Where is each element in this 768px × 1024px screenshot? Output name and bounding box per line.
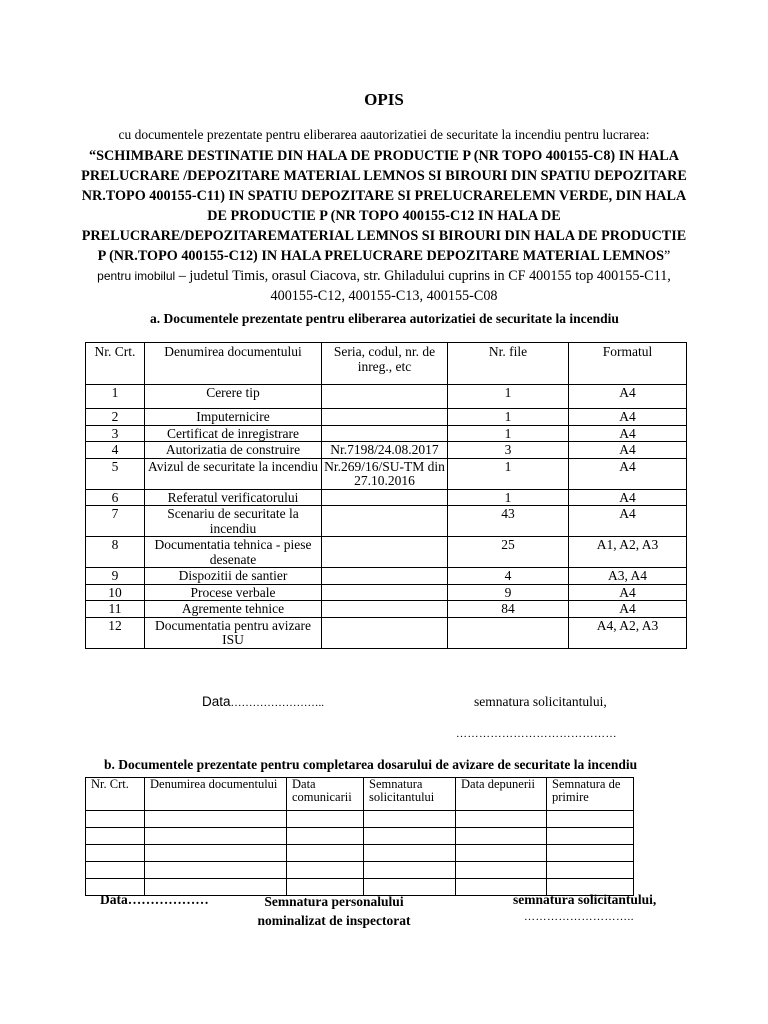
empty-cell[interactable]: [456, 811, 547, 828]
header-series: Seria, codul, nr. de inreg., etc: [322, 343, 448, 385]
applicant-signature-line: ……………………………………: [456, 728, 617, 740]
cell-format: A4: [569, 409, 687, 426]
cell-document-name: Cerere tip: [145, 385, 322, 409]
cell-format: A4: [569, 506, 687, 537]
cell-nr-crt: 3: [86, 425, 145, 442]
table-row: [86, 845, 634, 862]
table-row: [86, 425, 687, 442]
empty-cell[interactable]: [547, 828, 634, 845]
project-location: – judetul Timis, orasul Ciacova, str. Ghiladului cuprins in CF 400155 top 400155-C11, 400155-C12, 400155-C13, 400155-C08: [178, 268, 671, 304]
table-row: [86, 568, 687, 585]
for-property-label: pentru imobilul: [97, 269, 176, 283]
cell-series: [322, 537, 448, 568]
empty-cell[interactable]: [287, 811, 364, 828]
cell-pages: 1: [448, 385, 569, 409]
empty-cell[interactable]: [456, 845, 547, 862]
cell-format: A4: [569, 601, 687, 618]
cell-series: [322, 409, 448, 426]
cell-document-name: Autorizatia de construire: [145, 442, 322, 459]
cell-pages: 1: [448, 458, 569, 489]
empty-cell[interactable]: [287, 845, 364, 862]
document-title: OPIS: [364, 90, 404, 109]
cell-document-name: Avizul de securitate la incendiu: [145, 458, 322, 489]
cell-document-name: Procese verbale: [145, 584, 322, 601]
project-close-quote: ”: [664, 248, 671, 264]
empty-cell[interactable]: [547, 862, 634, 879]
empty-cell[interactable]: [287, 862, 364, 879]
cell-pages: 3: [448, 442, 569, 459]
cell-nr-crt: 5: [86, 458, 145, 489]
cell-document-name: Scenariu de securitate la incendiu: [145, 506, 322, 537]
cell-series: Nr.7198/24.08.2017: [322, 442, 448, 459]
cell-nr-crt: 9: [86, 568, 145, 585]
cell-document-name: Documentatia tehnica - piese desenate: [145, 537, 322, 568]
intro-text: cu documentele prezentate pentru eliberarea aautorizatiei de securitate la incendiu pentru lucrarea:: [118, 127, 650, 142]
cell-format: A4: [569, 584, 687, 601]
header-nr-crt: Nr. Crt.: [86, 778, 145, 811]
cell-document-name: Agremente tehnice: [145, 601, 322, 618]
header-document-name: Denumirea documentului: [145, 778, 287, 811]
cell-nr-crt: 6: [86, 489, 145, 506]
header-receipt-signature: Semnatura de primire: [547, 778, 634, 811]
table-row: [86, 601, 687, 618]
cell-format: A4: [569, 458, 687, 489]
cell-pages: 1: [448, 425, 569, 442]
cell-pages: 1: [448, 489, 569, 506]
cell-series: [322, 506, 448, 537]
section-b-heading: b. Documentele prezentate pentru completarea dosarului de avizare de securitate la incendiu: [104, 757, 638, 772]
cell-pages: 4: [448, 568, 569, 585]
cell-series: Nr.269/16/SU-TM din 27.10.2016: [322, 458, 448, 489]
table-row: [86, 442, 687, 459]
cell-nr-crt: 2: [86, 409, 145, 426]
empty-cell[interactable]: [547, 811, 634, 828]
cell-pages: 84: [448, 601, 569, 618]
section-a-heading: a. Documentele prezentate pentru eliberarea autorizatiei de securitate la incendiu: [150, 311, 619, 326]
date-label: Data: [202, 694, 231, 709]
cell-format: A4: [569, 489, 687, 506]
table-row: [86, 828, 634, 845]
cell-series: [322, 601, 448, 618]
cell-series: [322, 584, 448, 601]
cell-format: A4, A2, A3: [569, 617, 687, 648]
table-row: [86, 537, 687, 568]
applicant-signature-line-b: ………………………..: [524, 911, 634, 923]
header-applicant-signature: Semnatura solicitantului: [364, 778, 456, 811]
cell-nr-crt: 12: [86, 617, 145, 648]
cell-nr-crt: 11: [86, 601, 145, 618]
project-name: “SCHIMBARE DESTINATIE DIN HALA DE PRODUCTIE P (NR TOPO 400155-C8) IN HALA PRELUCRARE /DEPOZITARE MATERIAL LEMNOS SI BIROURI DIN SPATIU DEPOZITARE NR.TOPO 400155-C11) IN SPATIU DEPOZITARE SI PRELUCRARELEMN VERDE, DIN HALA DE PRODUCTIE P (NR TOPO 400155-C12 IN HALA DE PRELUCRARE/DEPOZITAREMATERIAL LEMNOS SI BIROURI DIN HALA DE PRODUCTIE P (NR.TOPO 400155-C12) IN HALA PRELUCRARE DEPOZITARE MATERIAL LEMNOS: [81, 148, 687, 264]
empty-cell[interactable]: [145, 811, 287, 828]
table-row: [86, 584, 687, 601]
cell-format: A3, A4: [569, 568, 687, 585]
date-dots: ……………………..: [230, 697, 325, 709]
cell-nr-crt: 7: [86, 506, 145, 537]
cell-nr-crt: 4: [86, 442, 145, 459]
header-document-name: Denumirea documentului: [145, 343, 322, 385]
cell-document-name: Referatul verificatorului: [145, 489, 322, 506]
applicant-signature-label-b: semnatura solicitantului,: [513, 892, 657, 907]
header-submission-date: Data depunerii: [456, 778, 547, 811]
documents-table-a: [85, 342, 687, 649]
table-header-row: [86, 343, 687, 385]
cell-series: [322, 425, 448, 442]
empty-cell[interactable]: [86, 845, 145, 862]
cell-pages: 1: [448, 409, 569, 426]
empty-cell[interactable]: [364, 828, 456, 845]
cell-series: [322, 617, 448, 648]
cell-document-name: Dispozitii de santier: [145, 568, 322, 585]
table-row: [86, 409, 687, 426]
cell-series: [322, 385, 448, 409]
table-row: [86, 811, 634, 828]
project-description: [80, 146, 688, 306]
table-row: [86, 489, 687, 506]
cell-pages: 9: [448, 584, 569, 601]
table-row: [86, 458, 687, 489]
cell-series: [322, 489, 448, 506]
cell-nr-crt: 10: [86, 584, 145, 601]
empty-cell[interactable]: [364, 862, 456, 879]
cell-document-name: Imputernicire: [145, 409, 322, 426]
date-field-a: [202, 694, 324, 709]
empty-cell[interactable]: [456, 828, 547, 845]
table-header-row: [86, 778, 634, 811]
empty-cell[interactable]: [145, 862, 287, 879]
empty-cell[interactable]: [145, 828, 287, 845]
empty-cell[interactable]: [86, 828, 145, 845]
cell-pages: 43: [448, 506, 569, 537]
cell-nr-crt: 1: [86, 385, 145, 409]
empty-cell[interactable]: [364, 845, 456, 862]
table-row: [86, 385, 687, 409]
empty-cell[interactable]: [86, 811, 145, 828]
empty-cell[interactable]: [86, 862, 145, 879]
cell-format: A4: [569, 442, 687, 459]
cell-document-name: Certificat de inregistrare: [145, 425, 322, 442]
header-pages: Nr. file: [448, 343, 569, 385]
table-row: [86, 617, 687, 648]
cell-pages: [448, 617, 569, 648]
table-row: [86, 862, 634, 879]
empty-cell[interactable]: [364, 811, 456, 828]
cell-document-name: Documentatia pentru avizare ISU: [145, 617, 322, 648]
cell-nr-crt: 8: [86, 537, 145, 568]
cell-format: A4: [569, 425, 687, 442]
cell-format: A4: [569, 385, 687, 409]
empty-cell[interactable]: [287, 828, 364, 845]
applicant-signature-label: semnatura solicitantului,: [474, 694, 607, 709]
cell-series: [322, 568, 448, 585]
cell-format: A1, A2, A3: [569, 537, 687, 568]
header-nr-crt: Nr. Crt.: [86, 343, 145, 385]
empty-cell[interactable]: [456, 862, 547, 879]
documents-table-b: [85, 777, 634, 896]
staff-signature-label: Semnatura personalului nominalizat de inspectorat: [257, 894, 411, 928]
header-communication-date: Data comunicarii: [287, 778, 364, 811]
cell-pages: 25: [448, 537, 569, 568]
empty-cell[interactable]: [547, 845, 634, 862]
header-format: Formatul: [569, 343, 687, 385]
empty-cell[interactable]: [145, 845, 287, 862]
table-row: [86, 506, 687, 537]
date-field-b: Data………………: [100, 892, 209, 907]
